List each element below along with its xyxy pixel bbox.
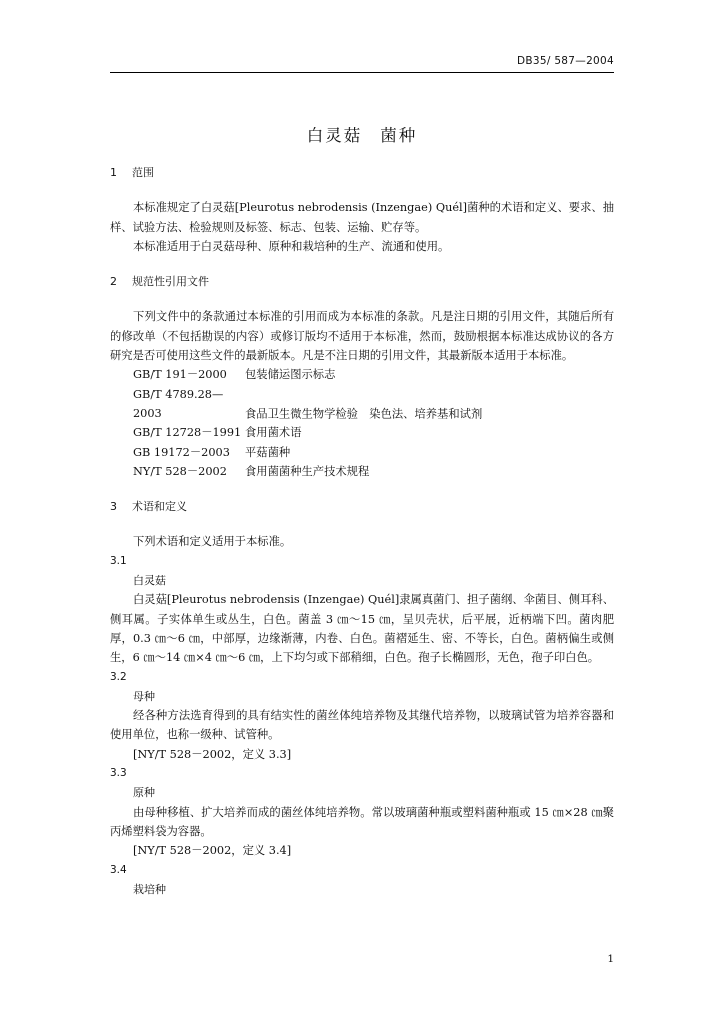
section-2-heading: [110, 272, 614, 291]
page-number: 1: [607, 953, 614, 965]
section-3-intro: 下列术语和定义适用于本标准。: [133, 535, 292, 549]
section-3-heading: [110, 497, 614, 516]
term-name: 白灵菇: [133, 574, 166, 588]
term-name: 栽培种: [133, 882, 166, 896]
section-1-heading: [110, 163, 614, 182]
term-number: 3.3: [110, 767, 127, 780]
term-citation: [NY/T 528－2002，定义 3.4]: [133, 844, 292, 858]
document-body: [110, 163, 614, 899]
term-citation: [NY/T 528－2002，定义 3.3]: [133, 747, 292, 761]
reference-code: GB/T 12728－1991: [133, 426, 242, 440]
term-definition: 由母种移植、扩大培养而成的菌丝体纯培养物。常以玻璃菌种瓶或塑料菌种瓶或 15 ㎝×28 ㎝聚丙烯塑料袋为容器。: [110, 805, 614, 838]
term-name: 原种: [133, 786, 155, 800]
section-2-para-1: 下列文件中的条款通过本标准的引用而成为本标准的条款。凡是注日期的引用文件，其随后所有的修改单（不包括勘误的内容）或修订版均不适用于本标准，然而，鼓励根据本标准达成协议的各方研究是否可使用这些文件的最新版本。凡是不注日期的引用文件，其最新版本适用于本标准。: [110, 310, 614, 363]
term-name: 母种: [133, 689, 155, 703]
term-number: 3.4: [110, 863, 127, 876]
term-definition: 白灵菇[Pleurotus nebrodensis (Inzengae) Quél]隶属真菌门、担子菌纲、伞菌目、侧耳科、侧耳属。子实体单生或丛生，白色。菌盖 3 ㎝～15 ㎝，呈贝壳状，后平展，近柄端下凹。菌肉肥厚，0.3 ㎝～6 ㎝，中部厚，边缘渐薄，内卷、白色。菌褶延生、密、不等长，白色。菌柄偏生或侧生，6 ㎝～14 ㎝×4 ㎝～6 ㎝，上下均匀或下部稍细，白色。孢子长椭圆形，无色，孢子印白色。: [110, 593, 614, 665]
reference-item: [110, 423, 614, 442]
document-title: [0, 122, 724, 146]
header-rule: [110, 72, 614, 73]
term-definition: 经各种方法选育得到的具有结实性的菌丝体纯培养物及其继代培养物，以玻璃试管为培养容器和使用单位，也称一级种、试管种。: [110, 709, 614, 742]
reference-code: GB/T 191－2000: [133, 368, 227, 382]
section-3-number: 3: [110, 500, 117, 514]
reference-item: [110, 462, 614, 481]
reference-item: [110, 443, 614, 462]
section-1-title: 范围: [132, 166, 154, 179]
reference-title: 包装储运图示标志: [245, 368, 336, 382]
standard-number: DB35/ 587—2004: [517, 55, 614, 67]
section-1-number: 1: [110, 166, 117, 179]
reference-code: GB/T 4789.28—2003: [133, 387, 224, 420]
reference-item: [110, 385, 614, 424]
section-2-number: 2: [110, 275, 117, 289]
title-part-1: 白灵菇: [306, 126, 363, 145]
section-1-para-2: 本标准适用于白灵菇母种、原种和栽培种的生产、流通和使用。: [133, 239, 450, 253]
section-2-title: 规范性引用文件: [132, 275, 209, 289]
section-3-title: 术语和定义: [132, 500, 187, 514]
term-number: 3.1: [110, 554, 127, 567]
reference-title: 平菇菌种: [245, 445, 291, 459]
reference-title: 食用菌菌种生产技术规程: [245, 464, 370, 478]
section-1-para-1: 本标准规定了白灵菇[Pleurotus nebrodensis (Inzengae) Quél]菌种的术语和定义、要求、抽样、试验方法、检验规则及标签、标志、包装、运输、贮存等。: [110, 201, 614, 234]
reference-code: NY/T 528－2002: [133, 464, 227, 478]
title-part-2: 菌种: [380, 126, 418, 145]
term-number: 3.2: [110, 670, 127, 683]
reference-item: [110, 365, 614, 384]
reference-title: 食用菌术语: [245, 426, 302, 440]
reference-code: GB 19172－2003: [133, 445, 230, 459]
reference-title: 食品卫生微生物学检验 染色法、培养基和试剂: [245, 406, 483, 420]
